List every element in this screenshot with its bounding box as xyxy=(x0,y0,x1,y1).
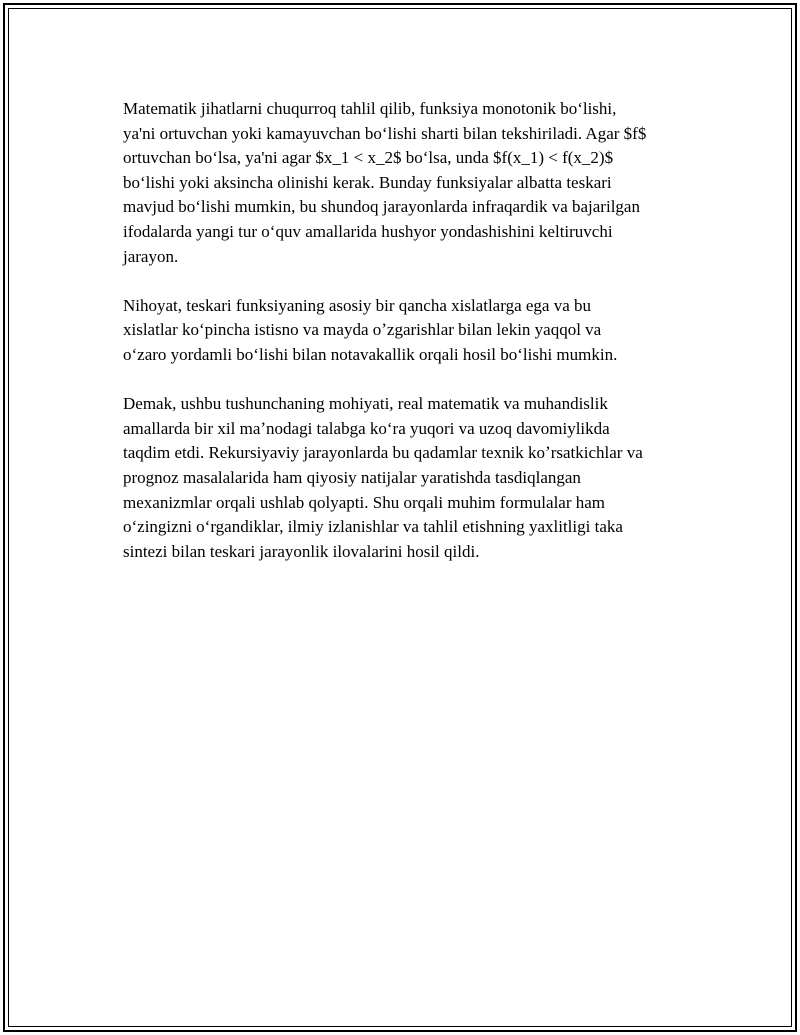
paragraph-conclusion xyxy=(123,392,713,564)
text-line: sintezi bilan teskari jarayonlik ilovalarini hosil qildi. xyxy=(123,541,480,561)
text-line: prognoz masalalarida ham qiyosiy natijalar yaratishda tasdiqlangan xyxy=(123,467,581,487)
text-line: Nihoyat, teskari funksiyaning asosiy bir qancha xislatlarga ega va bu xyxy=(123,295,592,315)
text-line: ifodalarda yangi tur oʻquv amallarida hushyor yondashishini keltiruvchi xyxy=(123,221,613,241)
text-line: mavjud boʻlishi mumkin, bu shundoq jarayonlarda infraqardik va bajarilgan xyxy=(123,197,640,217)
text-line: taqdim etdi. Rekursiyaviy jarayonlarda bu qadamlar texnik koʼrsatkichlar va xyxy=(123,443,643,463)
text-line: jarayon. xyxy=(123,246,179,266)
text-line: amallarda bir xil maʼnodagi talabga koʻra yuqori va uzoq davomiylikda xyxy=(123,418,610,438)
text-line: oʻzingizni oʻrgandiklar, ilmiy izlanishlar va tahlil etishning yaxlitligi taka xyxy=(123,517,623,537)
text-line: mexanizmlar orqali ushlab qolyapti. Shu orqali muhim formulalar ham xyxy=(123,492,606,512)
document-body xyxy=(123,97,713,589)
text-line: oʻzaro yordamli boʻlishi bilan notavakallik orqali hosil boʻlishi mumkin. xyxy=(123,344,618,364)
page-border xyxy=(3,3,797,1032)
text-line: boʻlishi yoki aksincha olinishi kerak. Bunday funksiyalar albatta teskari xyxy=(123,172,612,192)
text-line: ya'ni ortuvchan yoki kamayuvchan boʻlishi sharti bilan tekshiriladi. Agar $f$ xyxy=(123,123,647,143)
text-line: Demak, ushbu tushunchaning mohiyati, real matematik va muhandislik xyxy=(123,394,608,414)
paragraph-properties xyxy=(123,294,713,368)
text-line: Matematik jihatlarni chuqurroq tahlil qilib, funksiya monotonik boʻlishi, xyxy=(123,99,617,118)
text-line: ortuvchan boʻlsa, ya'ni agar $x_1 < x_2$ boʻlsa, unda $f(x_1) < f(x_2)$ xyxy=(123,148,614,168)
text-line: xislatlar koʻpincha istisno va mayda oʼzgarishlar bilan lekin yaqqol va xyxy=(123,320,602,340)
paragraph-monotonic xyxy=(123,97,713,269)
